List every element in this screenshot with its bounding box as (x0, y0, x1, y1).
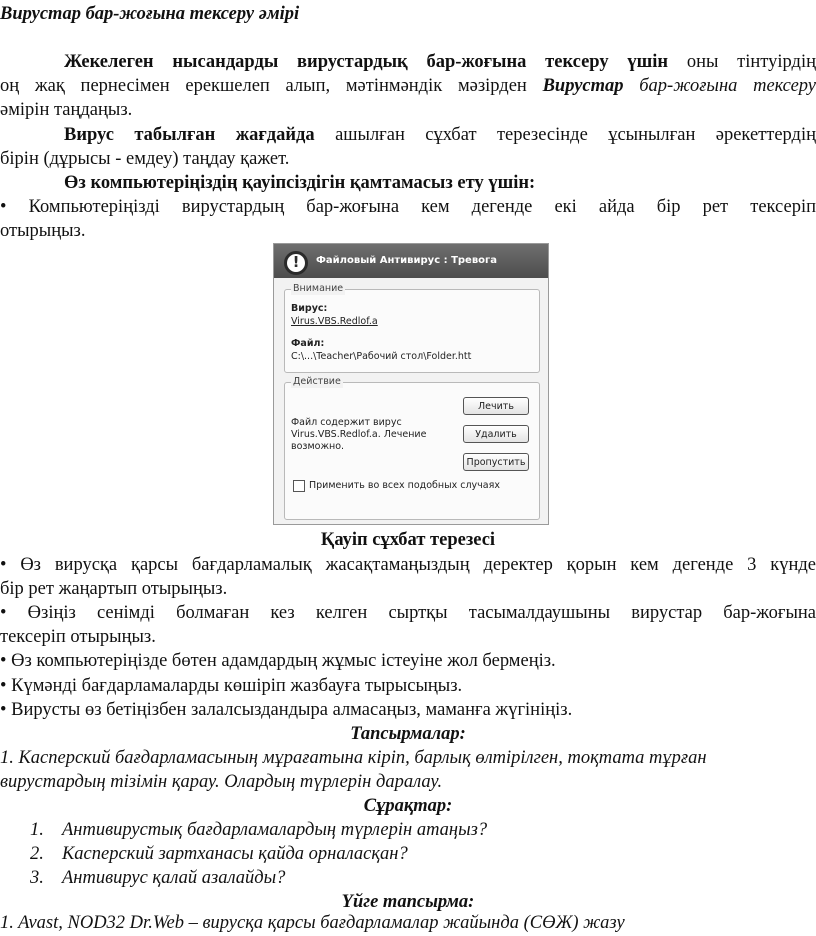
warning-icon: ! (284, 251, 308, 275)
para1-l2-bolditalic: Вирустар (542, 76, 624, 96)
message-line-1: Файл содержит вирус (291, 417, 402, 428)
dialog-body (274, 278, 548, 524)
dialog-title-bar (274, 244, 548, 278)
file-path: C:\...\Teacher\Рабочий стол\Folder.htt (291, 351, 472, 362)
attention-legend: Внимание (293, 283, 344, 294)
questions-heading: Сұрақтар: (363, 796, 453, 816)
question-2-number: 2. (30, 844, 44, 864)
skip-button[interactable]: Пропустить (463, 453, 529, 471)
bullet-4: • Өз компьютеріңізде бөтен адамдардың жұмыс істеуіне жол бермеңіз. (0, 651, 556, 671)
question-1 (0, 818, 816, 843)
virus-label: Вирус: (291, 303, 328, 314)
question-3-number: 3. (30, 868, 44, 888)
question-3 (0, 866, 816, 891)
question-3-text: Антивирус қалай азалайды? (62, 868, 286, 888)
paragraph-2-line-2: бірін (дұрысы - емдеу) таңдау қажет. (0, 149, 290, 169)
bullet-2-line-1: • Өз вирусқа қарсы бағдарламалық жасақтамаңыздың деректер қорын кем дегенде 3 күнде (0, 555, 816, 575)
apply-all-label[interactable]: Применить во всех подобных случаях (309, 480, 500, 491)
action-group (284, 376, 540, 520)
paragraph-2-line-1 (0, 123, 816, 148)
attention-group (284, 283, 540, 373)
task-1-line-1: 1. Касперский бағдарламасының мұрағатына кіріп, барлық өлтірілген, тоқтата тұрған (0, 748, 707, 768)
para1-rest: оны тінтуірдің (668, 52, 816, 72)
bullet-6: • Вирусты өз бетіңізбен залалсыздандыра алмасаңыз, маманға жүгініңіз. (0, 700, 573, 720)
paragraph-1-line-3: әмірін таңдаңыз. (0, 100, 133, 120)
question-2 (0, 842, 816, 867)
cure-button[interactable]: Лечить (463, 397, 529, 415)
message-line-3: возможно. (291, 441, 345, 452)
bullet-1-line-1: • Компьютеріңізді вирустардың бар-жоғына кем дегенде екі айда бір рет тексеріп (0, 197, 816, 217)
file-label: Файл: (291, 338, 325, 349)
para1-l2-plain: оң жақ пернесімен ерекшелеп алып, мәтінмәндік мәзірден (0, 76, 543, 96)
subheading: Өз компьютеріңіздің қауіпсіздігін қамтамасыз ету үшін: (64, 173, 536, 193)
para2-bold: Вирус табылған жағдайда (64, 125, 315, 145)
para1-l2-italic: бар-жоғына тексеру (623, 76, 816, 96)
bullet-3-line-1: • Өзіңіз сенімді болмаған кез келген сыртқы тасымалдаушыны вирустар бар-жоғына (0, 603, 816, 623)
antivirus-alert-dialog (273, 243, 549, 525)
homework-heading: Үйге тапсырма: (341, 892, 475, 912)
question-2-text: Касперский зартханасы қайда орналасқан? (62, 844, 408, 864)
page-heading: Вирустар бар-жоғына тексеру әмірі (0, 4, 300, 24)
paragraph-1-line-1 (0, 50, 816, 75)
virus-name-link[interactable]: Virus.VBS.Redlof.a (291, 316, 378, 327)
bullet-5: • Күмәнді бағдарламаларды көшіріп жазбауға тырысыңыз. (0, 676, 463, 696)
para2-rest: ашылған сұхбат терезесінде ұсынылған әрекеттердің (314, 125, 816, 145)
apply-all-checkbox[interactable] (293, 480, 305, 492)
message-line-2: Virus.VBS.Redlof.a. Лечение (291, 429, 427, 440)
question-1-number: 1. (30, 820, 44, 840)
tasks-heading: Тапсырмалар: (350, 724, 466, 744)
bullet-3-line-2: тексеріп отырыңыз. (0, 627, 156, 647)
task-1-line-2: вирустардың тізімін қарау. Олардың түрлерін даралау. (0, 772, 443, 792)
figure-caption: Қауіп сұхбат терезесі (320, 530, 496, 550)
action-legend: Действие (293, 376, 341, 387)
dialog-title: Файловый Антивирус : Тревога (316, 255, 498, 266)
bullet-2-line-2: бір рет жаңартып отырыңыз. (0, 579, 228, 599)
delete-button[interactable]: Удалить (463, 425, 529, 443)
bullet-1-line-2: отырыңыз. (0, 221, 86, 241)
question-1-text: Антивирустық бағдарламалардың түрлерін атаңыз? (62, 820, 488, 840)
homework-text: 1. Avast, NOD32 Dr.Web – вирусқа қарсы бағдарламалар жайында (СӨЖ) жазу (0, 913, 625, 933)
paragraph-1-line-2 (0, 74, 816, 99)
para1-bold: Жекелеген нысандарды вирустардық бар-жоғына тексеру үшін (64, 52, 669, 72)
